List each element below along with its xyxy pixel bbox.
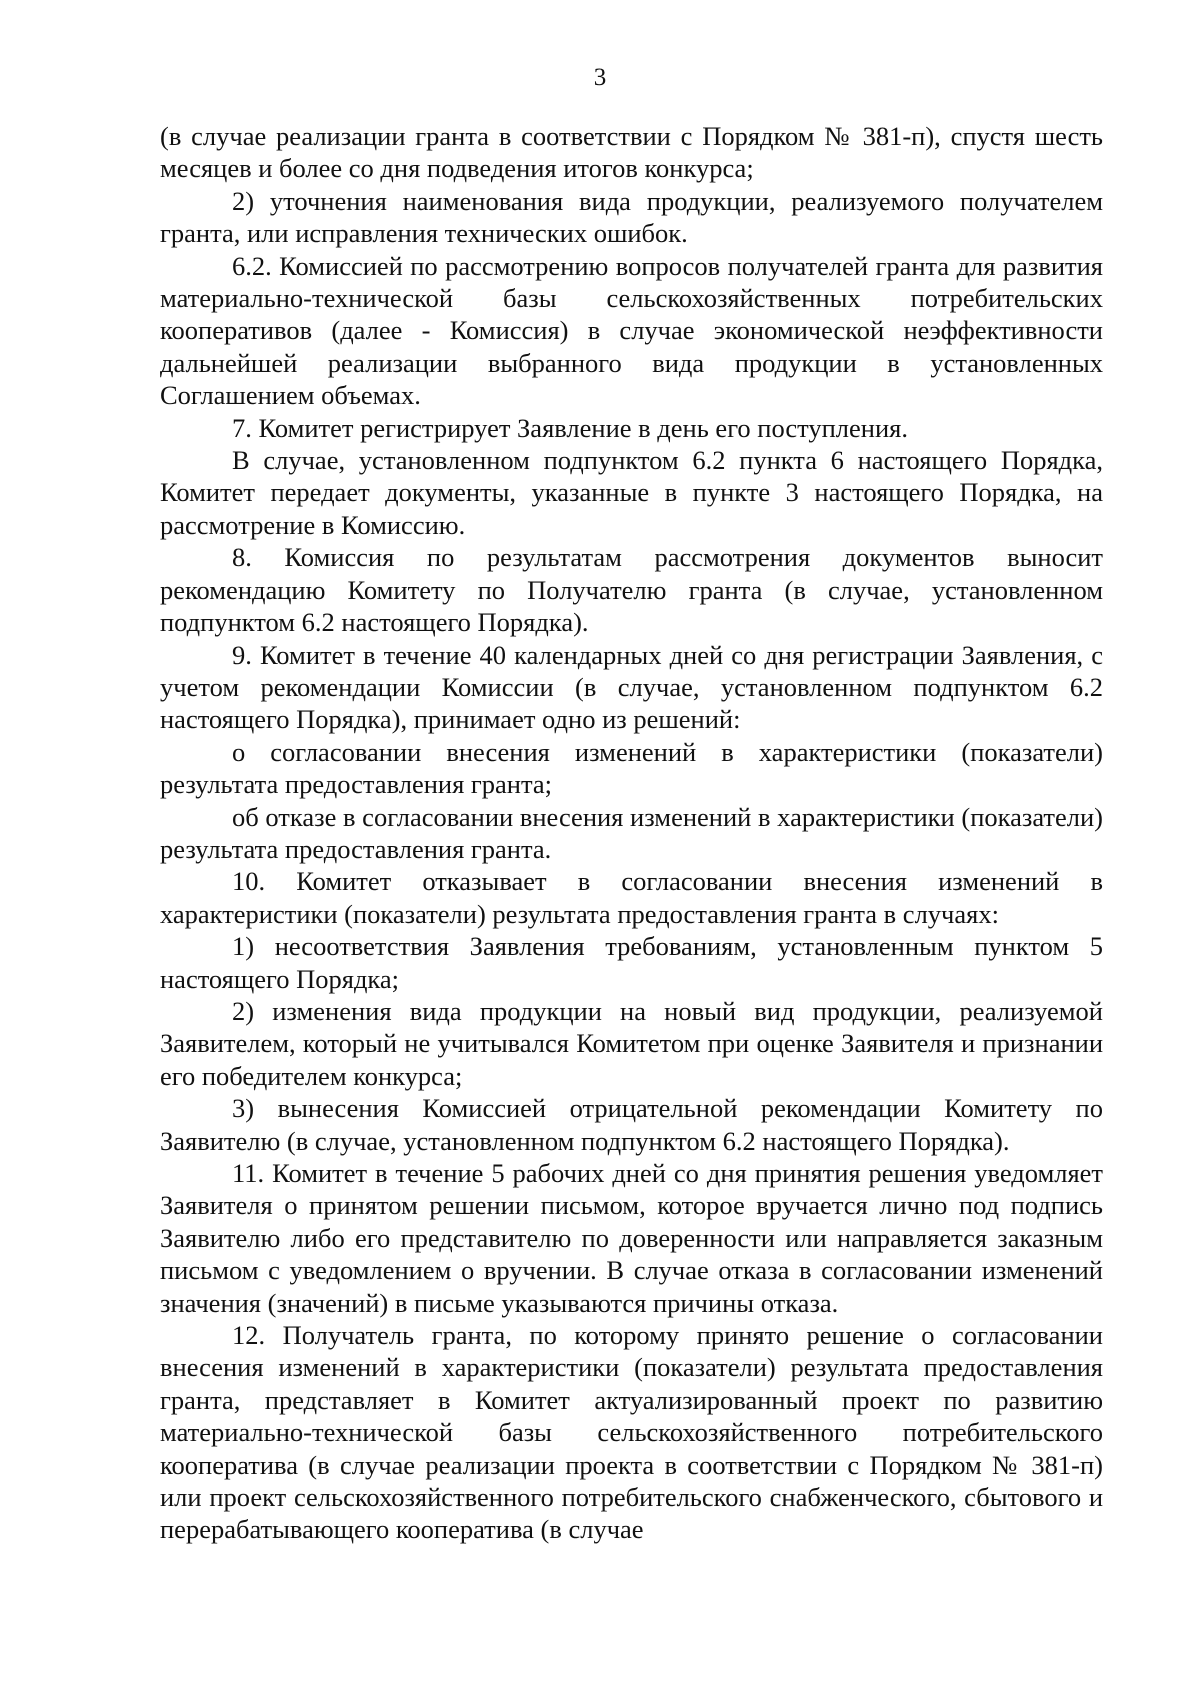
paragraph-6-2: 6.2. Комиссией по рассмотрению вопросов получателей гранта для развития материально-технической базы сельскохозяйственных потребительских кооперативов (далее - Комиссия) в случае экономической неэффективности дальнейшей реализации выбранного вида продукции в установленных Соглашением объемах. xyxy=(160,250,1103,411)
paragraph-10-item-3: 3) вынесения Комиссией отрицательной рекомендации Комитету по Заявителю (в случае, установленном подпунктом 6.2 настоящего Порядка). xyxy=(160,1093,1103,1156)
paragraph-10: 10. Комитет отказывает в согласовании внесения изменений в характеристики (показатели) результата предоставления гранта в случаях: xyxy=(160,866,1103,929)
paragraph-10-item-1: 1) несоответствия Заявления требованиям, установленным пунктом 5 настоящего Порядка; xyxy=(160,931,1103,994)
paragraph-12: 12. Получатель гранта, по которому принято решение о согласовании внесения изменений в характеристики (показатели) результата предоставления гранта, представляет в Комитет актуализированный проект по развитию материально-технической базы сельскохозяйственного потребительского кооператива (в случае реализации проекта в соответствии с Порядком № 381-п) или проект сельскохозяйственного потребительского снабженческого, сбытового и перерабатывающего кооператива (в случае xyxy=(160,1320,1103,1545)
paragraph-10-item-2: 2) изменения вида продукции на новый вид продукции, реализуемой Заявителем, который не учитывался Комитетом при оценке Заявителя и признании его победителем конкурса; xyxy=(160,995,1103,1091)
paragraph-8: 8. Комиссия по результатам рассмотрения документов выносит рекомендацию Комитету по Получателю гранта (в случае, установленном подпунктом 6.2 настоящего Порядка). xyxy=(160,542,1103,638)
paragraph-11: 11. Комитет в течение 5 рабочих дней со дня принятия решения уведомляет Заявителя о принятом решении письмом, которое вручается лично под подпись Заявителю либо его представителю по доверенности или направляется заказным письмом с уведомлением о вручении. В случае отказа в согласовании изменений значения (значений) в письме указываются причины отказа. xyxy=(160,1158,1103,1318)
paragraph-7-case: В случае, установленном подпунктом 6.2 пункта 6 настоящего Порядка, Комитет передает документы, указанные в пункте 3 настоящего Порядка, на рассмотрение в Комиссию. xyxy=(160,445,1103,540)
paragraph-9-option-approve: о согласовании внесения изменений в характеристики (показатели) результата предоставления гранта; xyxy=(160,736,1103,800)
document-body xyxy=(160,120,1103,1546)
page-number: 3 xyxy=(593,64,607,91)
paragraph-9-option-refuse: об отказе в согласовании внесения изменений в характеристики (показатели) результата предоставления гранта. xyxy=(160,801,1103,864)
paragraph-continuation: (в случае реализации гранта в соответствии с Порядком № 381-п), спустя шесть месяцев и более со дня подведения итогов конкурса; xyxy=(160,121,1103,184)
paragraph-item-2: 2) уточнения наименования вида продукции, реализуемого получателем гранта, или исправления технических ошибок. xyxy=(160,185,1103,249)
paragraph-7: 7. Комитет регистрирует Заявление в день его поступления. xyxy=(232,412,908,443)
paragraph-9: 9. Комитет в течение 40 календарных дней со дня регистрации Заявления, с учетом рекомендации Комиссии (в случае, установленном подпунктом 6.2 настоящего Порядка), принимает одно из решений: xyxy=(160,639,1103,735)
